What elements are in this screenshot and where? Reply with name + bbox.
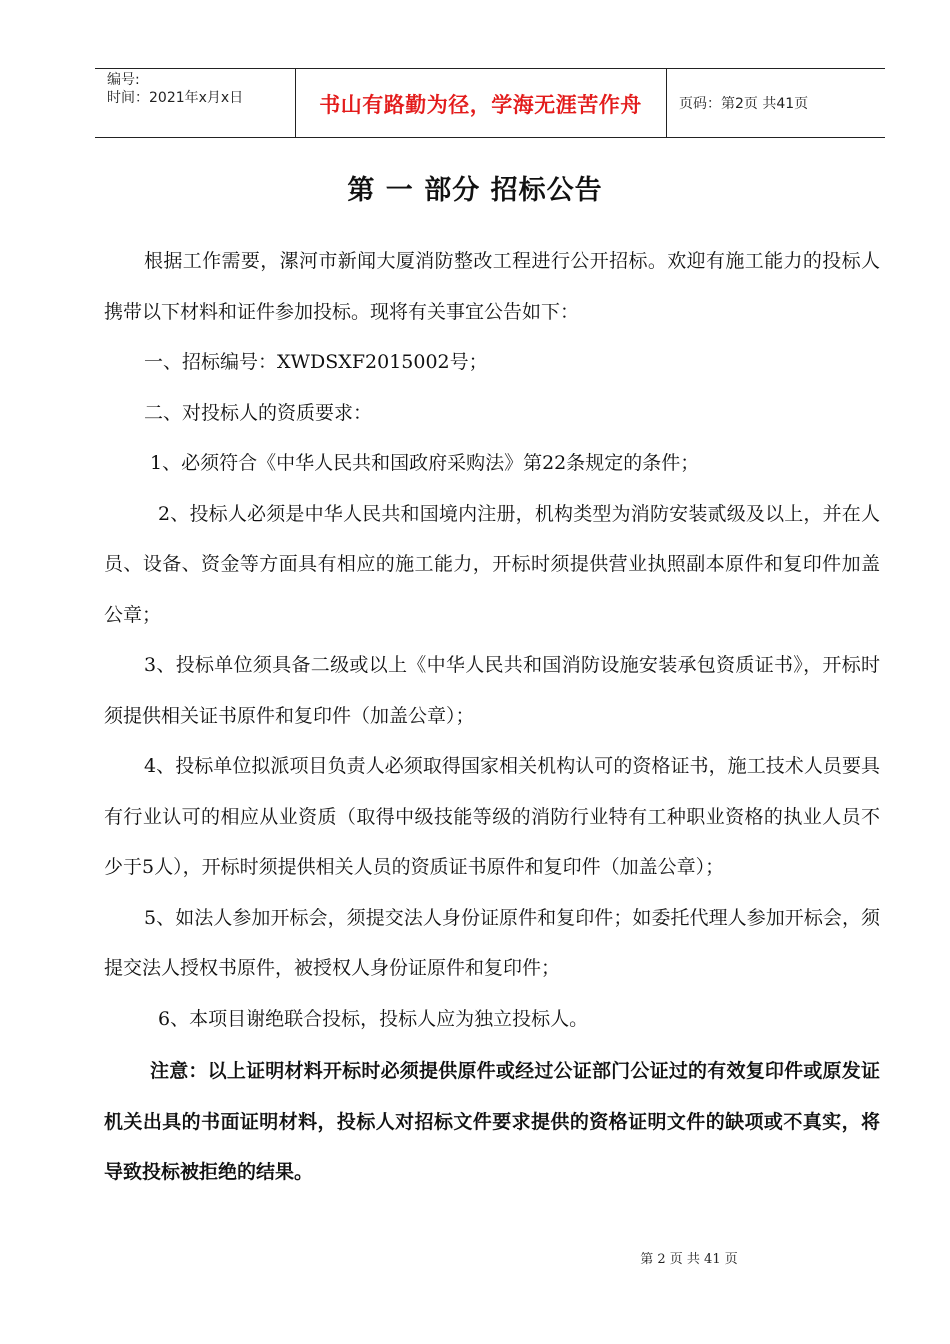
page-footer (0, 1248, 950, 1267)
requirement-item-4: 4、投标单位拟派项目负责人必须取得国家相关机构认可的资格证书，施工技术人员要具有行业认可的相应从业资质（取得中级技能等级的消防行业特有工种职业资格的执业人员不少于5人），开标时须提供相关人员的资质证书原件和复印件（加盖公章）； (104, 755, 880, 878)
requirement-item-6: 6、本项目谢绝联合投标，投标人应为独立投标人。 (158, 1007, 589, 1030)
intro-paragraph: 根据工作需要，漯河市新闻大厦消防整改工程进行公开招标。欢迎有施工能力的投标人携带以下材料和证件参加投标。现将有关事宜公告如下： (104, 250, 880, 323)
header-divider (666, 69, 667, 137)
requirement-item-3: 3、投标单位须具备二级或以上《中华人民共和国消防设施安装承包资质证书》，开标时须提供相关证书原件和复印件（加盖公章）； (104, 654, 880, 727)
notice-paragraph: 注意：以上证明材料开标时必须提供原件或经过公证部门公证过的有效复印件或原发证机关出具的书面证明材料，投标人对招标文件要求提供的资格证明文件的缺项或不真实，将导致投标被拒绝的结果。 (104, 1060, 880, 1183)
header-motto: 书山有路勤为径，学海无涯苦作舟 (319, 93, 642, 117)
section-title: 第 一 部分 招标公告 (347, 175, 603, 206)
header-page-info: 页码：第2页 共41页 (679, 96, 809, 112)
requirement-item-1: 1、必须符合《中华人民共和国政府采购法》第22条规定的条件； (150, 452, 700, 474)
announcement-body (104, 236, 880, 1198)
document-time-label: 时间：2021年x月x日 (107, 90, 244, 106)
requirement-item-5: 5、如法人参加开标会，须提交法人身份证原件和复印件；如委托代理人参加开标会，须提交法人授权书原件，被授权人身份证原件和复印件； (104, 906, 880, 979)
footer-page-number: 第 2 页 共 41 页 (640, 1252, 738, 1267)
bid-number-item: 一、招标编号：XWDSXF2015002号； (144, 351, 488, 373)
header-meta (107, 71, 243, 107)
document-header (95, 68, 885, 138)
document-number-label: 编号: (107, 72, 140, 88)
requirement-item-2: 2、投标人必须是中华人民共和国境内注册，机构类型为消防安装贰级及以上，并在人员、设备、资金等方面具有相应的施工能力，开标时须提供营业执照副本原件和复印件加盖公章； (104, 502, 880, 626)
qualification-heading: 二、对投标人的资质要求： (144, 401, 373, 424)
